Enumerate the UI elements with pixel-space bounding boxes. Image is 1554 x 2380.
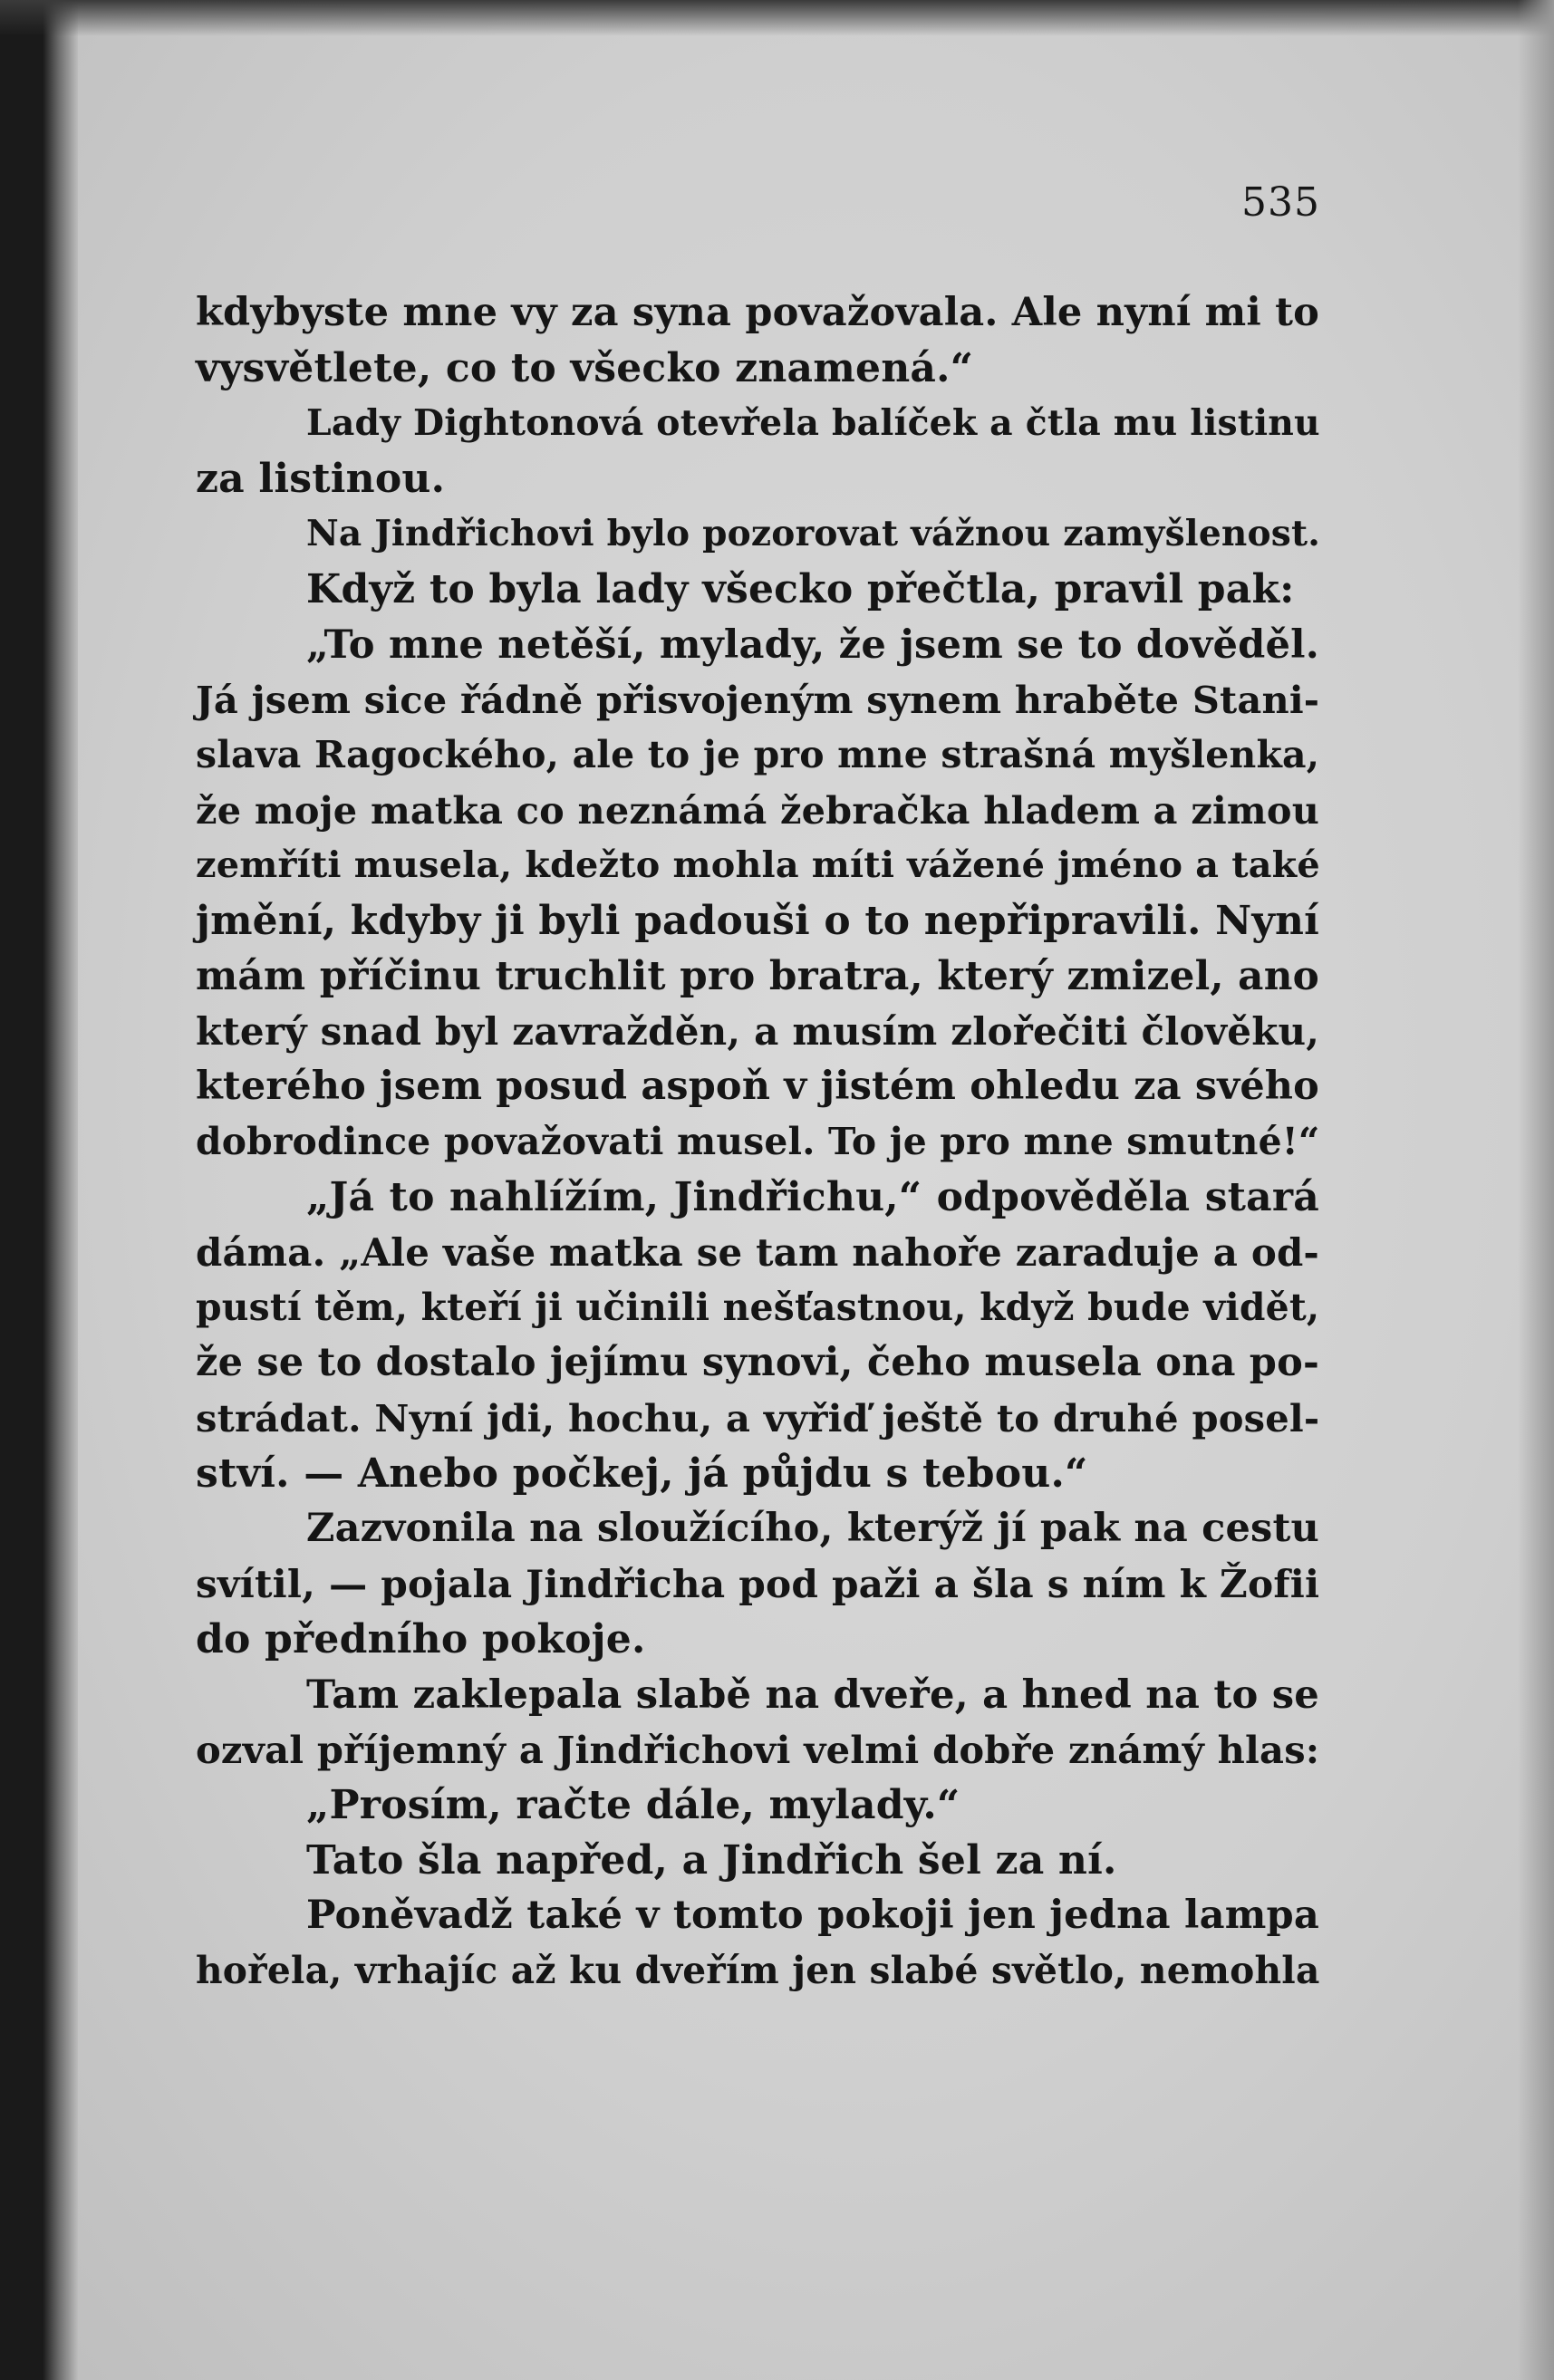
text-line: slava Ragockého, ale to je pro mne strašná myšlenka, xyxy=(196,733,1320,776)
text-line: strádat. Nyní jdi, hochu, a vyřiď ještě to druhé posel- xyxy=(196,1396,1320,1441)
text-line: kterého jsem posud aspoň v jistém ohledu za svého xyxy=(196,1064,1319,1109)
text-line: Když to byla lady všecko přečtla, pravil pak: xyxy=(306,566,1295,612)
top-edge-shadow xyxy=(0,0,1554,36)
text-line: dáma. „Ale vaše matka se tam nahoře zaraduje a od- xyxy=(196,1230,1319,1275)
text-line: jmění, kdyby ji byli padouši o to nepřipravili. Nyní xyxy=(196,898,1319,944)
text-line: Na Jindřichovi bylo pozorovat vážnou zamyšlenost. xyxy=(306,513,1321,554)
book-binding-shadow xyxy=(0,0,78,2380)
text-line: „Já to nahlížím, Jindřichu,“ odpověděla stará xyxy=(306,1174,1319,1220)
text-line: Tam zaklepala slabě na dveře, a hned na to se xyxy=(306,1672,1319,1718)
text-line: „Prosím, račte dále, mylady.“ xyxy=(306,1782,960,1828)
text-line: pustí těm, kteří ji učinili nešťastnou, když bude vidět, xyxy=(196,1286,1320,1329)
right-edge-shadow xyxy=(1518,0,1554,2380)
text-line: zemříti musela, kdežto mohla míti vážené jméno a také xyxy=(196,844,1320,886)
text-line: Zazvonila na sloužícího, kterýž jí pak na cestu xyxy=(306,1506,1319,1551)
text-line: ství. — Anebo počkej, já půjdu s tebou.“ xyxy=(196,1450,1088,1497)
text-line: „To mne netěší, mylady, že jsem se to dověděl. xyxy=(306,621,1319,668)
text-line: svítil, — pojala Jindřicha pod paži a šla s ním k Žofii xyxy=(196,1561,1320,1606)
page-number: 535 xyxy=(1241,179,1320,226)
text-line: hořela, vrhajíc až ku dveřím jen slabé světlo, nemohla xyxy=(196,1949,1320,1992)
text-line: Lady Dightonová otevřela balíček a čtla mu listinu xyxy=(306,402,1320,444)
text-line: že moje matka co neznámá žebračka hladem a zimou xyxy=(196,788,1319,833)
text-line: že se to dostalo jejímu synovi, čeho musela ona po- xyxy=(196,1340,1319,1385)
text-line: Poněvadž také v tomto pokoji jen jedna lampa xyxy=(306,1893,1319,1938)
text-line: mám příčinu truchlit pro bratra, který zmizel, ano xyxy=(196,953,1319,999)
text-line: kdybyste mne vy za syna považovala. Ale nyní mi to xyxy=(196,290,1320,335)
text-line: dobrodince považovati musel. To je pro mne smutné!“ xyxy=(196,1120,1320,1163)
body-text xyxy=(196,285,1319,1999)
text-line: vysvětlete, co to všecko znamená.“ xyxy=(196,345,974,391)
text-line: Já jsem sice řádně přisvojeným synem hraběte Stani- xyxy=(196,678,1320,722)
text-line: Tato šla napřed, a Jindřich šel za ní. xyxy=(306,1837,1117,1884)
text-line: za listinou. xyxy=(196,456,446,502)
text-line: do předního pokoje. xyxy=(196,1616,646,1662)
text-line: ozval příjemný a Jindřichovi velmi dobře známý hlas: xyxy=(196,1728,1320,1772)
text-line: který snad byl zavražděn, a musím zlořečiti člověku, xyxy=(196,1009,1320,1054)
